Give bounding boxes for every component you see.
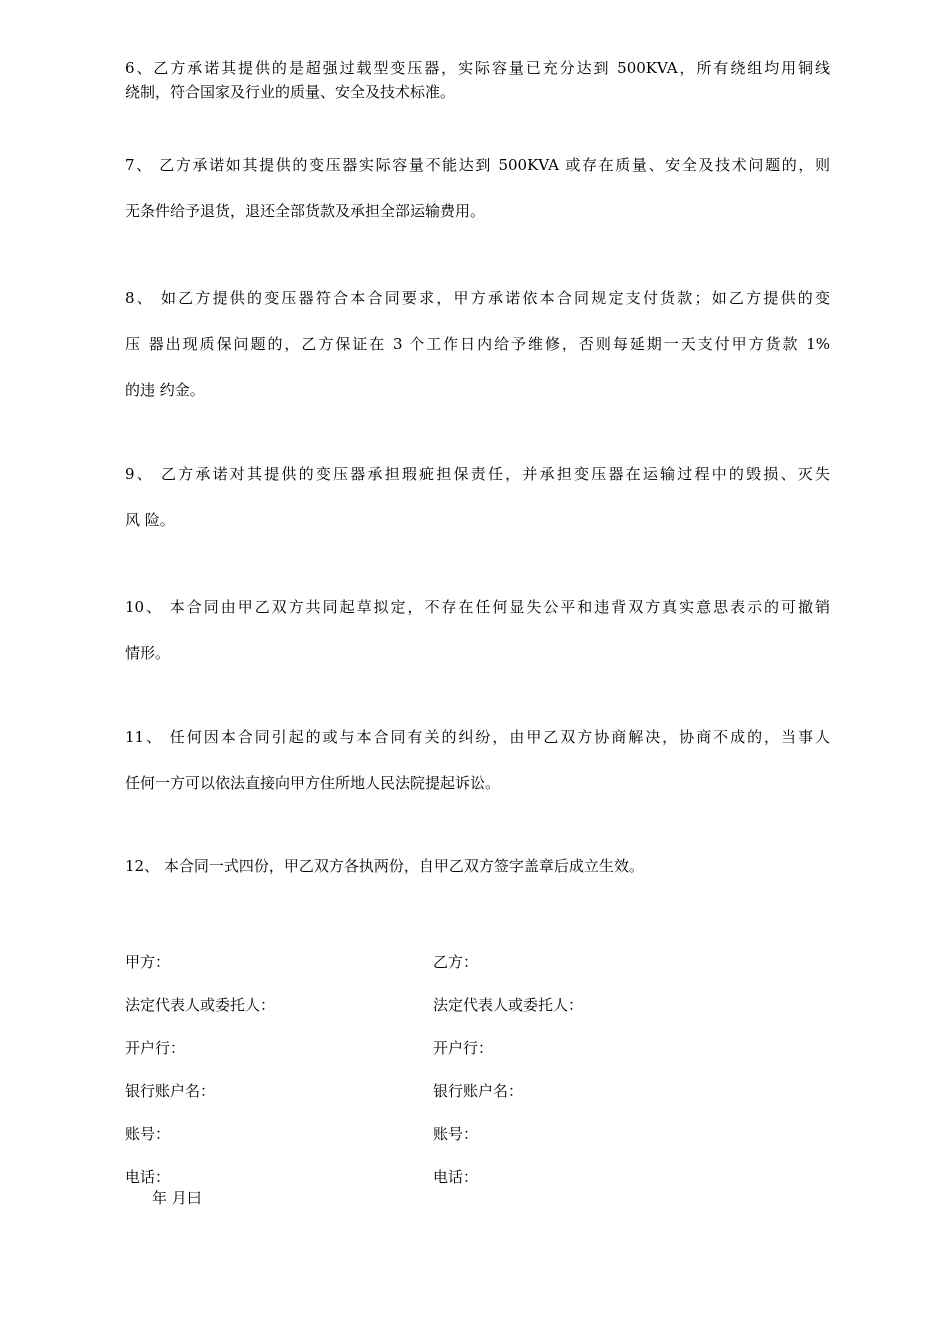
clause-11-line-1: 11、 任何因本合同引起的或与本合同有关的纠纷，由甲乙双方协商解决，协商不成的，当事人 [125,728,830,746]
party-b-name-label: 乙方： [433,953,479,971]
party-a-name-label: 甲方： [125,953,171,971]
clause-11-line-2: 任何一方可以依法直接向甲方住所地人民法院提起诉讼。 [125,774,501,792]
clause-12 [125,855,830,877]
clause-6 [125,56,830,104]
party-a-signature-block [125,951,275,1209]
clause-9 [125,463,830,531]
party-b-bank-label: 开户行： [433,1039,494,1057]
clause-9-line-1: 9、 乙方承诺对其提供的变压器承担瑕疵担保责任，并承担变压器在运输过程中的毁损、灭失 [125,465,830,483]
clause-8-line-3: 的违 约金。 [125,381,205,399]
party-b-account-name-label: 银行账户名： [433,1082,524,1100]
party-b-signature-block [433,951,583,1209]
clause-7-line-1: 7、 乙方承诺如其提供的变压器实际容量不能达到 500KVA 或存在质量、安全及技术问题的，则 [125,156,830,174]
clause-7 [125,154,830,222]
clause-10-line-2: 情形。 [125,644,171,662]
date-line: 年 月曰 [152,1189,202,1207]
clause-11 [125,726,830,794]
party-b-phone-label: 电话： [433,1168,479,1186]
clause-8-line-2: 压 器出现质保问题的，乙方保证在 3 个工作日内给予维修，否则每延期一天支付甲方货款 1% [125,335,830,353]
clause-6-line-1: 6、乙方承诺其提供的是超强过载型变压器，实际容量已充分达到 500KVA，所有绕组均用铜线 [125,59,830,77]
clause-9-line-2: 风 险。 [125,511,175,529]
clause-8-line-1: 8、 如乙方提供的变压器符合本合同要求，甲方承诺依本合同规定支付货款；如乙方提供的变 [125,289,830,307]
party-a-representative-label: 法定代表人或委托人： [125,996,276,1014]
party-b-representative-label: 法定代表人或委托人： [433,996,584,1014]
clause-12-line-1: 12、 本合同一式四份，甲乙双方各执两份，自甲乙双方签字盖章后成立生效。 [125,857,644,875]
clause-8 [125,287,830,401]
party-b-account-no-label: 账号： [433,1125,479,1143]
clause-10 [125,596,830,664]
party-a-account-no-label: 账号： [125,1125,171,1143]
party-a-account-name-label: 银行账户名： [125,1082,216,1100]
party-a-bank-label: 开户行： [125,1039,186,1057]
clause-10-line-1: 10、 本合同由甲乙双方共同起草拟定，不存在任何显失公平和违背双方真实意思表示的可撤销 [125,598,830,616]
party-a-phone-label: 电话： [125,1168,171,1186]
clause-7-line-2: 无条件给予退货，退还全部货款及承担全部运输费用。 [125,202,486,220]
clause-6-line-2: 绕制，符合国家及行业的质量、安全及技术标准。 [125,83,456,101]
